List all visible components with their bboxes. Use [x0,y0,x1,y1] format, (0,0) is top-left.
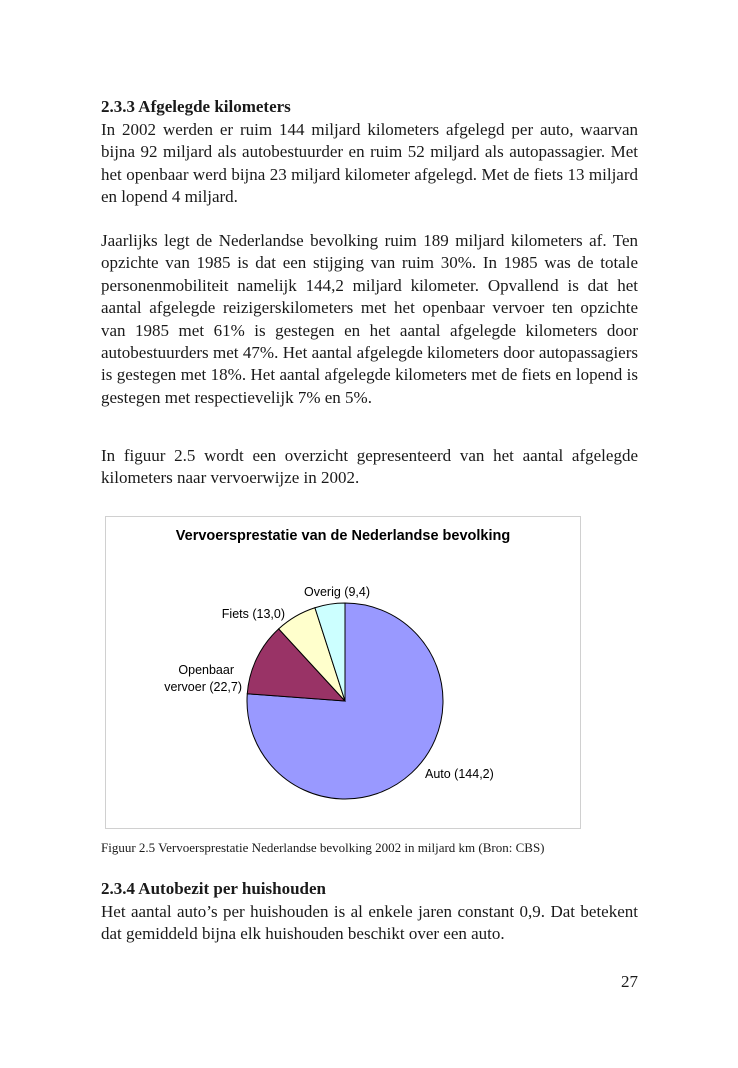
slice-label-overig: Overig (9,4) [304,585,370,599]
pie-chart [106,517,582,830]
body-paragraph: Het aantal auto’s per huishouden is al enkele jaren constant 0,9. Dat betekent dat gemiddeld bijna elk huishouden beschikt over een auto. [101,902,638,944]
slice-label-openbaar-vervoer: Openbaar vervoer (22,7) [164,663,242,694]
body-paragraph: Jaarlijks legt de Nederlandse bevolking ruim 189 miljard kilometers af. Ten opzichte van 1985 is dat een stijging van ruim 30%. In 1985 was de totale personenmobiliteit namelijk 144,2 miljard kilometer. Opvallend is dat het aantal afgelegde reizigerskilometers met het openbaar vervoer ten opzichte van 1985 met 61% is gestegen en het aantal afgelegde kilometers door autobestuurders met 47%. Het aantal afgelegde kilometers door autopassagiers is gestegen met 18%. Het aantal afgelegde kilometers met de fiets en lopend is gestegen met respectievelijk 7% en 5%. [101,231,638,407]
body-paragraph: In 2002 werden er ruim 144 miljard kilometers afgelegd per auto, waarvan bijna 92 miljard als autobestuurder en ruim 52 miljard als autopassagier. Met het openbaar werd bijna 23 miljard kilometer afgelegd. Met de fiets 13 miljard en lopend 4 miljard. [101,120,638,207]
pie-chart-figure [105,516,581,829]
slice-label-auto: Auto (144,2) [425,767,494,781]
figure-caption: Figuur 2.5 Vervoersprestatie Nederlandse bevolking 2002 in miljard km (Bron: CBS) [101,840,545,855]
slice-label-fiets: Fiets (13,0) [221,607,285,621]
body-paragraph: In figuur 2.5 wordt een overzicht gepresenteerd van het aantal afgelegde kilometers naar vervoerwijze in 2002. [101,446,638,488]
chart-title: Vervoersprestatie van de Nederlandse bevolking [175,528,511,544]
section-heading: 2.3.3 Afgelegde kilometers [101,97,291,116]
page-number: 27 [621,972,638,991]
section-heading: 2.3.4 Autobezit per huishouden [101,879,326,898]
